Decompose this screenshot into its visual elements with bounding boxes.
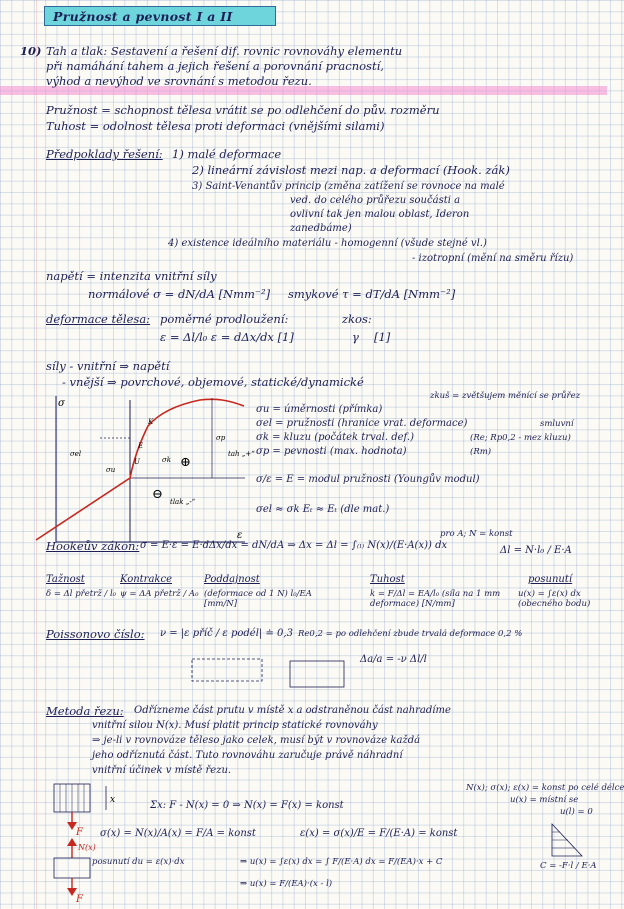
hooke-formula: σ = E·ε = E·dΔx/dx = dN/dA ⇒ Δx = Δl = ∫₍ₗ₎ N(x)/(E·A(x)) dx (140, 540, 448, 551)
poisson-note: Re0,2 = po odlehčení zbude trvalá deformace 0,2 % (298, 629, 523, 639)
method-line-3: ⇒ je-li v rovnováze těleso jako celek, musí být v rovnováze každá (92, 735, 421, 746)
axis-sigma-label: σ (58, 398, 65, 409)
legend-3: σk = kluzu (počátek trval. def.) (256, 432, 414, 443)
question-line-3: výhod a nevýhod ve srovnání s metodou řezu. (46, 74, 312, 88)
qty-tahnost-formula: δ = Δl přetrž / l₀ (46, 589, 117, 599)
hooke-label: Hookeův zákon: (46, 539, 140, 553)
assumption-3b: ved. do celého průřezu součásti a (290, 195, 461, 206)
pt-e-label: E (138, 442, 144, 450)
method-disp-label: posunutí du = ε(x)·dx (92, 857, 185, 867)
method-note-right3: u(l) = 0 (560, 807, 593, 817)
pt-k-label: K (148, 418, 154, 426)
plus-symbol: ⊕ (180, 455, 191, 470)
qty-posunuti-title: posunutí (528, 574, 573, 585)
assumption-4b: - izotropní (mění na směru řízu) (412, 253, 574, 264)
assumptions-label: Předpoklady řešení: (46, 147, 163, 161)
force-label-n: N(x) (78, 843, 96, 852)
method-line-1: Odřízneme část prutu v místě x a odstraněnou část nahradíme (134, 705, 451, 716)
question-line-2: při namáhání tahem a jejich řešení a porovnání pracností, (46, 59, 384, 73)
strain-label: poměrné prodloužení: (160, 312, 289, 326)
method-note-right: N(x); σ(x); ε(x) = konst po celé délce (466, 783, 624, 793)
force-label-bottom: F (76, 894, 83, 905)
poisson-sketch (190, 655, 350, 695)
hooke-result: Δl = N·l₀ / E·A (500, 545, 572, 556)
forces-internal: síly - vnitřní ⇒ napětí (46, 359, 170, 373)
legend-4: σp = pevnosti (max. hodnota) (256, 446, 407, 457)
stress-strain-diagram (30, 392, 255, 552)
shear-unit: [1] (374, 330, 391, 344)
question-line-1: Tah a tlak: Sestavení a řešení dif. rovnic rovnováhy elementu (46, 44, 403, 58)
bar-original (192, 659, 262, 681)
bar-lower (54, 858, 90, 878)
side-note-2: (Re; Rp0,2 - mez kluzu) (470, 433, 571, 443)
bar-deformed (290, 661, 344, 687)
stress-def: napětí = intenzita vnitřní síly (46, 269, 217, 283)
method-c-formula: C = -F·l / E·A (540, 861, 597, 871)
modulus-approx: σel ≈ σk Eₜ ≈ Eₜ (dle mat.) (256, 504, 390, 515)
strain-formula: ε = Δl/l₀ ε = dΔx/dx [1] (160, 330, 294, 344)
qty-poddajnost-title: Poddajnost (204, 574, 260, 585)
qty-poddajnost-formula: (deformace od 1 N) l₀/EA [mm/N] (204, 589, 312, 609)
forces-external: - vnější ⇒ povrchové, objemové, statické/dynamické (62, 375, 364, 389)
pt-u-label: U (134, 458, 140, 466)
def-tuhost: Tuhost = odolnost tělesa proti deformaci (vnějšími silami) (46, 119, 385, 133)
shear-label: zkos: (342, 312, 372, 326)
hooke-pro: pro A; N = konst (440, 529, 513, 539)
stress-strain-curve (36, 399, 244, 540)
qty-tuhost-title: Tuhost (370, 574, 405, 585)
page-title: Pružnost a pevnost I a II (44, 6, 276, 26)
shear-symbol: γ (352, 330, 359, 344)
method-strain: ε(x) = σ(x)/E = F/(E·A) = konst (300, 828, 458, 839)
legend-1: σu = úměrnosti (přímka) (256, 404, 383, 415)
sigma-p-label: σp (216, 434, 226, 442)
def-pruznost: Pružnost = schopnost tělesa vrátit se po odlehčení do pův. rozměru (46, 103, 440, 117)
x-label: x (110, 795, 116, 805)
poisson-label: Poissonovo číslo: (46, 627, 145, 641)
method-line-4: jeho odříznutá část. Tuto rovnováhu zaručuje právě náhradní (92, 750, 403, 761)
modulus-line: σ/ε = E = modul pružnosti (Youngův modul) (256, 474, 480, 485)
stress-shear: smykové τ = dT/dA [Nmm⁻²] (288, 287, 456, 301)
poisson-relation: Δa/a = -ν Δl/l (360, 654, 427, 665)
stress-normal: normálové σ = dN/dA [Nmm⁻²] (88, 287, 271, 301)
qty-kontrakce-formula: ψ = ΔA přetrž / A₀ (120, 589, 199, 599)
displacement-triangle (548, 820, 588, 860)
deformation-label: deformace tělesa: (46, 312, 151, 326)
question-number: 10) (20, 44, 42, 58)
method-disp: ⇒ u(x) = ∫ε(x) dx = ∫ F/(E·A) dx = F/(EA)·x + C (240, 857, 443, 867)
method-stress: σ(x) = N(x)/A(x) = F/A = konst (100, 828, 256, 839)
side-note-1: smluvní (540, 419, 574, 429)
axis-eps-label: ε (237, 530, 243, 541)
method-line-5: vnitřní účinek v místě řezu. (92, 765, 232, 776)
method-label: Metoda řezu: (46, 704, 124, 718)
method-line-2: vnitřní silou N(x). Musí platit princip statické rovnováhy (92, 720, 378, 731)
bar-section-figure (46, 780, 126, 905)
zone-tah: tah „+“ (228, 450, 255, 458)
qty-tahnost-title: Tažnost (46, 574, 85, 585)
sigma-u-label: σu (106, 466, 116, 474)
method-disp2: ⇒ u(x) = F/(EA)·(x - l) (240, 879, 333, 889)
force-label-top: F (76, 827, 83, 838)
zone-tlak: tlak „-“ (170, 498, 196, 506)
diagram-note: zkuš = zvětšujem měnící se průřez (430, 391, 581, 401)
minus-symbol: ⊖ (152, 487, 163, 502)
legend-2: σel = pružnosti (hranice vrat. deformace) (256, 418, 468, 429)
assumption-3: 3) Saint-Venantův princip (změna zatížení se rovnoce na malé (192, 181, 505, 192)
qty-kontrakce-title: Kontrakce (120, 574, 173, 585)
assumption-3d: zanedbáme) (290, 223, 352, 234)
sigma-el-label: σel (70, 450, 82, 458)
sigma-k-label: σk (162, 456, 172, 464)
assumption-2: 2) lineární závislost mezi nap. a deformací (Hook. zák) (192, 163, 510, 177)
assumption-3c: ovlivní tak jen malou oblast, Ideron (290, 209, 470, 220)
side-note-3: (Rm) (470, 447, 492, 457)
qty-posunuti-formula: u(x) = ∫ε(x) dx (obecného bodu) (518, 589, 591, 609)
assumption-4: 4) existence ideálního materiálu - homogenní (všude stejné vl.) (168, 238, 487, 249)
assumption-1: 1) malé deformace (172, 147, 282, 161)
qty-tuhost-formula: k = F/Δl = EA/l₀ (síla na 1 mm deformace) [N/mm] (370, 589, 501, 609)
poisson-formula: ν = |ε příč / ε podél| ≐ 0,3 (160, 628, 293, 639)
method-note-right2: u(x) = místní se (510, 795, 579, 805)
method-sum: Σx: F - N(x) = 0 ⇒ N(x) = F(x) = konst (150, 800, 344, 811)
